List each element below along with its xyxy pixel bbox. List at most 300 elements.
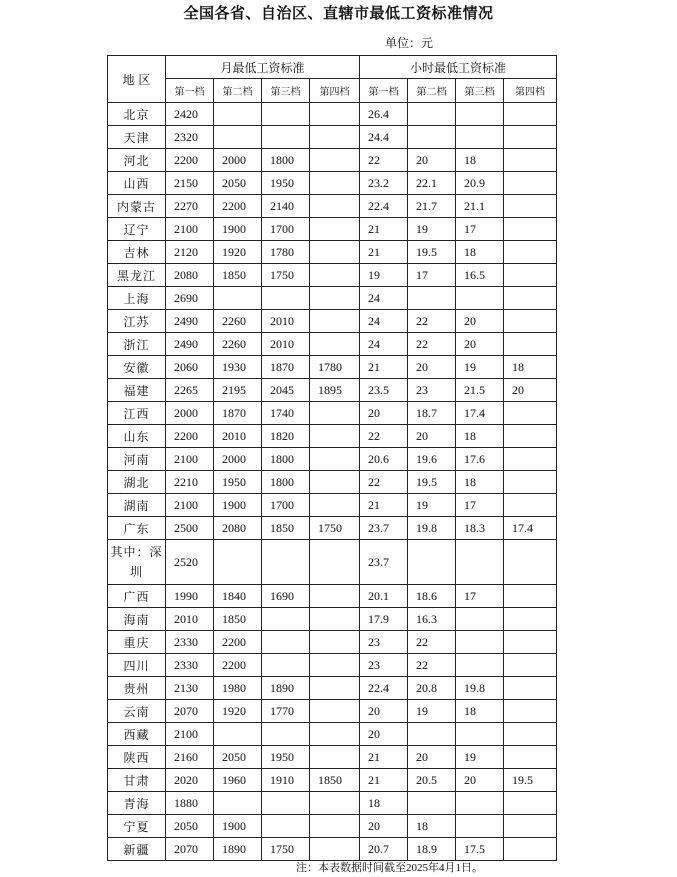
- hourly-tier-2-cell: 23: [408, 379, 456, 402]
- hourly-tier-1-cell: 22.4: [360, 195, 408, 218]
- monthly-tier-2-cell: 2260: [214, 310, 262, 333]
- monthly-tier-2-cell: 1850: [214, 264, 262, 287]
- table-body: [108, 103, 557, 861]
- table-row: [108, 792, 557, 815]
- table-row: [108, 654, 557, 677]
- hourly-tier-4-cell: [504, 838, 557, 861]
- region-cell: 河南: [108, 448, 166, 471]
- hourly-tier-1-cell: 24: [360, 333, 408, 356]
- monthly-tier-1-cell: 2100: [166, 494, 214, 517]
- hourly-tier-2-cell: 22: [408, 654, 456, 677]
- monthly-tier-1-cell: 2120: [166, 241, 214, 264]
- region-cell: 陕西: [108, 746, 166, 769]
- hourly-tier-2-cell: 20: [408, 425, 456, 448]
- hourly-tier-2-cell: [408, 792, 456, 815]
- monthly-tier-4-cell: [310, 540, 360, 585]
- monthly-tier-4-cell: [310, 103, 360, 126]
- monthly-tier-4-cell: [310, 149, 360, 172]
- hourly-tier-4-cell: [504, 241, 557, 264]
- monthly-tier-3-cell: 2140: [262, 195, 310, 218]
- region-cell: 新疆: [108, 838, 166, 861]
- monthly-tier-1-cell: 2050: [166, 815, 214, 838]
- table-row: [108, 172, 557, 195]
- table-row: [108, 838, 557, 861]
- table-row: [108, 195, 557, 218]
- hourly-tier-2-cell: [408, 287, 456, 310]
- monthly-tier-4-cell: 1750: [310, 517, 360, 540]
- hourly-tier-1-cell: 26.4: [360, 103, 408, 126]
- monthly-tier-4-cell: [310, 287, 360, 310]
- region-cell: 河北: [108, 149, 166, 172]
- monthly-tier-1-cell: 2500: [166, 517, 214, 540]
- monthly-tier-3-cell: 1800: [262, 448, 310, 471]
- hourly-tier-1-cell: 21: [360, 769, 408, 792]
- monthly-tier-2-cell: 1890: [214, 838, 262, 861]
- monthly-tier-3-cell: 1950: [262, 172, 310, 195]
- monthly-tier-3-cell: 1690: [262, 585, 310, 608]
- monthly-tier-1-cell: 2210: [166, 471, 214, 494]
- hourly-tier-4-cell: [504, 425, 557, 448]
- hourly-tier-3-cell: 18: [456, 149, 504, 172]
- hourly-tier-2-cell: [408, 126, 456, 149]
- table-row: [108, 769, 557, 792]
- hourly-tier-4-cell: [504, 494, 557, 517]
- monthly-tier-2-cell: 2050: [214, 746, 262, 769]
- hourly-tier-3-cell: 18: [456, 471, 504, 494]
- monthly-tier-2-cell: 1950: [214, 471, 262, 494]
- table-row: [108, 815, 557, 838]
- hourly-tier-4-cell: [504, 402, 557, 425]
- monthly-tier-4-cell: [310, 585, 360, 608]
- hourly-tier-2-cell: 19.8: [408, 517, 456, 540]
- table-row: [108, 700, 557, 723]
- hourly-tier-1-cell: 21: [360, 746, 408, 769]
- hourly-tier-4-cell: [504, 310, 557, 333]
- monthly-tier-3-cell: [262, 723, 310, 746]
- monthly-tier-3-cell: [262, 540, 310, 585]
- monthly-tier-1-cell: 2160: [166, 746, 214, 769]
- monthly-tier-3-cell: 1870: [262, 356, 310, 379]
- hourly-tier-2-cell: 18.7: [408, 402, 456, 425]
- monthly-tier-4-cell: [310, 471, 360, 494]
- footnote: 注：本表数据时间截至2025年4月1日。: [296, 862, 483, 874]
- monthly-tier-1-header: 第一档: [166, 79, 214, 103]
- monthly-tier-4-cell: [310, 241, 360, 264]
- region-cell: 青海: [108, 792, 166, 815]
- monthly-tier-3-cell: [262, 815, 310, 838]
- hourly-tier-4-cell: [504, 471, 557, 494]
- hourly-tier-2-cell: 18.9: [408, 838, 456, 861]
- hourly-tier-3-cell: 18: [456, 241, 504, 264]
- region-cell: 上海: [108, 287, 166, 310]
- monthly-tier-3-cell: [262, 103, 310, 126]
- hourly-tier-2-cell: 22: [408, 333, 456, 356]
- monthly-tier-2-cell: 1980: [214, 677, 262, 700]
- hourly-tier-3-cell: 20: [456, 310, 504, 333]
- monthly-tier-1-cell: 2200: [166, 425, 214, 448]
- hourly-tier-2-cell: 18.6: [408, 585, 456, 608]
- monthly-tier-4-cell: [310, 402, 360, 425]
- hourly-tier-2-cell: 22: [408, 631, 456, 654]
- hourly-tier-3-cell: [456, 287, 504, 310]
- monthly-tier-2-cell: 2200: [214, 195, 262, 218]
- monthly-tier-4-cell: [310, 425, 360, 448]
- table-row: [108, 241, 557, 264]
- region-cell: 其中：深圳: [108, 540, 166, 585]
- hourly-tier-3-cell: 18: [456, 700, 504, 723]
- hourly-tier-3-cell: 17: [456, 494, 504, 517]
- table-row: [108, 333, 557, 356]
- hourly-tier-4-header: 第四档: [504, 79, 557, 103]
- region-cell: 重庆: [108, 631, 166, 654]
- hourly-tier-1-cell: 20.1: [360, 585, 408, 608]
- hourly-tier-3-cell: 17: [456, 585, 504, 608]
- hourly-tier-2-header: 第二档: [408, 79, 456, 103]
- hourly-tier-4-cell: [504, 585, 557, 608]
- table-row: [108, 402, 557, 425]
- hourly-tier-4-cell: 17.4: [504, 517, 557, 540]
- hourly-tier-1-cell: 22.4: [360, 677, 408, 700]
- hourly-tier-2-cell: 19.5: [408, 471, 456, 494]
- monthly-tier-3-cell: [262, 631, 310, 654]
- monthly-tier-3-cell: 1750: [262, 264, 310, 287]
- hourly-tier-2-cell: [408, 723, 456, 746]
- region-cell: 浙江: [108, 333, 166, 356]
- hourly-tier-3-cell: [456, 103, 504, 126]
- hourly-tier-4-cell: 20: [504, 379, 557, 402]
- table-row: [108, 310, 557, 333]
- monthly-tier-1-cell: 2150: [166, 172, 214, 195]
- monthly-tier-2-header: 第二档: [214, 79, 262, 103]
- monthly-tier-2-cell: [214, 126, 262, 149]
- hourly-tier-3-cell: [456, 631, 504, 654]
- hourly-tier-3-cell: 17.5: [456, 838, 504, 861]
- unit-label: 单位：元: [385, 36, 434, 50]
- hourly-tier-2-cell: 19.5: [408, 241, 456, 264]
- monthly-tier-1-cell: 1990: [166, 585, 214, 608]
- hourly-tier-3-cell: 21.5: [456, 379, 504, 402]
- monthly-tier-1-cell: 2100: [166, 218, 214, 241]
- hourly-tier-2-cell: 20.8: [408, 677, 456, 700]
- region-cell: 广西: [108, 585, 166, 608]
- monthly-tier-1-cell: 2000: [166, 402, 214, 425]
- monthly-tier-1-cell: 2020: [166, 769, 214, 792]
- region-cell: 江西: [108, 402, 166, 425]
- monthly-tier-2-cell: 1920: [214, 700, 262, 723]
- monthly-tier-4-cell: [310, 310, 360, 333]
- monthly-tier-4-cell: [310, 654, 360, 677]
- hourly-tier-3-cell: 19.8: [456, 677, 504, 700]
- monthly-tier-2-cell: 1870: [214, 402, 262, 425]
- table-row: [108, 494, 557, 517]
- monthly-tier-3-cell: 1800: [262, 471, 310, 494]
- table-row: [108, 126, 557, 149]
- monthly-tier-1-cell: 2265: [166, 379, 214, 402]
- hourly-tier-1-cell: 21: [360, 356, 408, 379]
- hourly-tier-2-cell: 19.6: [408, 448, 456, 471]
- hourly-tier-3-cell: 17.6: [456, 448, 504, 471]
- region-cell: 山东: [108, 425, 166, 448]
- monthly-tier-2-cell: [214, 540, 262, 585]
- monthly-tier-3-cell: [262, 287, 310, 310]
- hourly-tier-4-cell: [504, 815, 557, 838]
- region-cell: 天津: [108, 126, 166, 149]
- hourly-tier-2-cell: 17: [408, 264, 456, 287]
- monthly-tier-1-cell: 2070: [166, 838, 214, 861]
- monthly-tier-3-cell: 1820: [262, 425, 310, 448]
- table-row: [108, 471, 557, 494]
- monthly-tier-1-cell: 2070: [166, 700, 214, 723]
- monthly-tier-2-cell: 2200: [214, 631, 262, 654]
- monthly-tier-1-cell: 2690: [166, 287, 214, 310]
- monthly-tier-2-cell: 1850: [214, 608, 262, 631]
- monthly-tier-4-cell: [310, 172, 360, 195]
- monthly-tier-1-cell: 2330: [166, 631, 214, 654]
- hourly-tier-2-cell: 20: [408, 746, 456, 769]
- hourly-tier-2-cell: [408, 540, 456, 585]
- monthly-tier-2-cell: 1920: [214, 241, 262, 264]
- monthly-tier-3-cell: 1950: [262, 746, 310, 769]
- hourly-tier-3-cell: 20: [456, 769, 504, 792]
- monthly-tier-2-cell: 1900: [214, 815, 262, 838]
- monthly-tier-2-cell: 1960: [214, 769, 262, 792]
- region-cell: 湖北: [108, 471, 166, 494]
- monthly-tier-3-cell: 1700: [262, 218, 310, 241]
- table-row: [108, 448, 557, 471]
- hourly-tier-4-cell: [504, 792, 557, 815]
- region-cell: 福建: [108, 379, 166, 402]
- region-cell: 黑龙江: [108, 264, 166, 287]
- hourly-tier-1-cell: 24.4: [360, 126, 408, 149]
- hourly-tier-3-cell: [456, 723, 504, 746]
- region-cell: 吉林: [108, 241, 166, 264]
- monthly-tier-1-cell: 2200: [166, 149, 214, 172]
- hourly-tier-3-cell: [456, 608, 504, 631]
- monthly-tier-1-cell: 2080: [166, 264, 214, 287]
- hourly-tier-1-cell: 22: [360, 425, 408, 448]
- hourly-tier-4-cell: [504, 723, 557, 746]
- hourly-tier-1-cell: 24: [360, 310, 408, 333]
- monthly-tier-4-cell: [310, 218, 360, 241]
- hourly-tier-1-cell: 23.7: [360, 540, 408, 585]
- hourly-tier-3-cell: [456, 654, 504, 677]
- hourly-tier-1-cell: 22: [360, 149, 408, 172]
- monthly-tier-2-cell: [214, 287, 262, 310]
- monthly-tier-4-cell: [310, 195, 360, 218]
- table-row: [108, 631, 557, 654]
- monthly-tier-1-cell: 2420: [166, 103, 214, 126]
- hourly-tier-2-cell: 19: [408, 218, 456, 241]
- monthly-tier-2-cell: [214, 792, 262, 815]
- hourly-tier-4-cell: [504, 448, 557, 471]
- hourly-tier-4-cell: [504, 608, 557, 631]
- monthly-tier-2-cell: [214, 103, 262, 126]
- monthly-tier-4-cell: [310, 264, 360, 287]
- hourly-tier-4-cell: [504, 103, 557, 126]
- monthly-tier-4-cell: [310, 126, 360, 149]
- hourly-tier-2-cell: [408, 103, 456, 126]
- hourly-tier-2-cell: 20.5: [408, 769, 456, 792]
- hourly-tier-3-cell: 20.9: [456, 172, 504, 195]
- hourly-tier-4-cell: 19.5: [504, 769, 557, 792]
- monthly-tier-3-cell: 1800: [262, 149, 310, 172]
- hourly-tier-1-cell: 21: [360, 218, 408, 241]
- table-row: [108, 379, 557, 402]
- table-row: [108, 723, 557, 746]
- hourly-tier-1-cell: 22: [360, 471, 408, 494]
- monthly-tier-2-cell: 1900: [214, 494, 262, 517]
- monthly-tier-1-cell: 2490: [166, 333, 214, 356]
- monthly-tier-3-cell: 1700: [262, 494, 310, 517]
- hourly-tier-3-cell: 17.4: [456, 402, 504, 425]
- region-cell: 四川: [108, 654, 166, 677]
- region-cell: 辽宁: [108, 218, 166, 241]
- monthly-tier-1-cell: 2010: [166, 608, 214, 631]
- monthly-tier-3-cell: [262, 126, 310, 149]
- monthly-tier-3-cell: 1910: [262, 769, 310, 792]
- monthly-tier-1-cell: 2490: [166, 310, 214, 333]
- monthly-tier-1-cell: 2520: [166, 540, 214, 585]
- monthly-tier-4-cell: [310, 677, 360, 700]
- monthly-tier-3-cell: 1780: [262, 241, 310, 264]
- monthly-tier-4-cell: [310, 746, 360, 769]
- hourly-tier-1-cell: 20.6: [360, 448, 408, 471]
- table-row: [108, 746, 557, 769]
- hourly-tier-3-cell: 18.3: [456, 517, 504, 540]
- monthly-tier-2-cell: 1840: [214, 585, 262, 608]
- hourly-tier-2-cell: 18: [408, 815, 456, 838]
- monthly-tier-3-cell: 2010: [262, 333, 310, 356]
- monthly-tier-4-cell: [310, 448, 360, 471]
- table-row: [108, 103, 557, 126]
- hourly-tier-1-cell: 20: [360, 815, 408, 838]
- region-cell: 北京: [108, 103, 166, 126]
- monthly-tier-4-cell: [310, 792, 360, 815]
- region-header: 地 区: [108, 56, 166, 103]
- table-row: [108, 425, 557, 448]
- hourly-tier-1-cell: 23.7: [360, 517, 408, 540]
- hourly-tier-2-cell: 22.1: [408, 172, 456, 195]
- hourly-tier-3-cell: 17: [456, 218, 504, 241]
- hourly-tier-3-cell: 19: [456, 746, 504, 769]
- monthly-tier-4-cell: [310, 723, 360, 746]
- hourly-tier-1-header: 第一档: [360, 79, 408, 103]
- hourly-tier-4-cell: [504, 654, 557, 677]
- monthly-tier-3-cell: 1740: [262, 402, 310, 425]
- hourly-tier-1-cell: 21: [360, 241, 408, 264]
- monthly-tier-3-cell: 1750: [262, 838, 310, 861]
- hourly-tier-2-cell: 16.3: [408, 608, 456, 631]
- hourly-tier-4-cell: [504, 149, 557, 172]
- hourly-tier-4-cell: [504, 746, 557, 769]
- monthly-tier-2-cell: 2200: [214, 654, 262, 677]
- minimum-wage-table: [107, 55, 557, 861]
- monthly-header: 月最低工资标准: [166, 56, 360, 79]
- monthly-tier-3-cell: 1850: [262, 517, 310, 540]
- hourly-tier-3-cell: 20: [456, 333, 504, 356]
- hourly-tier-4-cell: [504, 264, 557, 287]
- monthly-tier-3-cell: 2010: [262, 310, 310, 333]
- monthly-tier-2-cell: 2195: [214, 379, 262, 402]
- table-row: [108, 608, 557, 631]
- hourly-tier-2-cell: 19: [408, 700, 456, 723]
- monthly-tier-1-cell: 2100: [166, 723, 214, 746]
- region-cell: 贵州: [108, 677, 166, 700]
- hourly-tier-3-cell: 18: [456, 425, 504, 448]
- page-title: 全国各省、自治区、直辖市最低工资标准情况: [183, 4, 494, 22]
- hourly-tier-4-cell: [504, 172, 557, 195]
- monthly-tier-3-cell: [262, 792, 310, 815]
- monthly-tier-4-cell: [310, 608, 360, 631]
- monthly-tier-2-cell: 2080: [214, 517, 262, 540]
- hourly-tier-3-header: 第三档: [456, 79, 504, 103]
- monthly-tier-2-cell: 2050: [214, 172, 262, 195]
- monthly-tier-3-cell: [262, 608, 310, 631]
- hourly-tier-4-cell: [504, 631, 557, 654]
- table-row: [108, 287, 557, 310]
- region-cell: 安徽: [108, 356, 166, 379]
- region-cell: 宁夏: [108, 815, 166, 838]
- monthly-tier-3-cell: 2045: [262, 379, 310, 402]
- hourly-tier-2-cell: 20: [408, 149, 456, 172]
- monthly-tier-2-cell: 1900: [214, 218, 262, 241]
- monthly-tier-4-cell: 1780: [310, 356, 360, 379]
- hourly-tier-3-cell: [456, 126, 504, 149]
- monthly-tier-4-cell: 1895: [310, 379, 360, 402]
- monthly-tier-1-cell: 2320: [166, 126, 214, 149]
- table-row: [108, 264, 557, 287]
- monthly-tier-1-cell: 1880: [166, 792, 214, 815]
- region-cell: 内蒙古: [108, 195, 166, 218]
- hourly-tier-2-cell: 19: [408, 494, 456, 517]
- hourly-tier-4-cell: [504, 677, 557, 700]
- hourly-tier-3-cell: [456, 540, 504, 585]
- monthly-tier-1-cell: 2270: [166, 195, 214, 218]
- table-row: [108, 356, 557, 379]
- monthly-tier-2-cell: 1930: [214, 356, 262, 379]
- monthly-tier-2-cell: [214, 723, 262, 746]
- monthly-tier-4-cell: [310, 494, 360, 517]
- region-cell: 西藏: [108, 723, 166, 746]
- region-cell: 甘肃: [108, 769, 166, 792]
- hourly-tier-1-cell: 18: [360, 792, 408, 815]
- hourly-tier-1-cell: 20: [360, 402, 408, 425]
- hourly-tier-1-cell: 21: [360, 494, 408, 517]
- hourly-tier-1-cell: 19: [360, 264, 408, 287]
- monthly-tier-3-cell: 1890: [262, 677, 310, 700]
- hourly-tier-4-cell: [504, 287, 557, 310]
- monthly-tier-4-cell: [310, 700, 360, 723]
- hourly-header: 小时最低工资标准: [360, 56, 557, 79]
- monthly-tier-1-cell: 2100: [166, 448, 214, 471]
- hourly-tier-4-cell: [504, 700, 557, 723]
- table-row: [108, 517, 557, 540]
- hourly-tier-1-cell: 23: [360, 631, 408, 654]
- hourly-tier-4-cell: [504, 218, 557, 241]
- monthly-tier-2-cell: 2260: [214, 333, 262, 356]
- region-cell: 海南: [108, 608, 166, 631]
- monthly-tier-3-header: 第三档: [262, 79, 310, 103]
- table-row: [108, 149, 557, 172]
- hourly-tier-1-cell: 17.9: [360, 608, 408, 631]
- table-row: [108, 540, 557, 585]
- region-cell: 广东: [108, 517, 166, 540]
- monthly-tier-4-cell: 1850: [310, 769, 360, 792]
- region-cell: 江苏: [108, 310, 166, 333]
- monthly-tier-3-cell: [262, 654, 310, 677]
- hourly-tier-4-cell: [504, 333, 557, 356]
- hourly-tier-2-cell: 22: [408, 310, 456, 333]
